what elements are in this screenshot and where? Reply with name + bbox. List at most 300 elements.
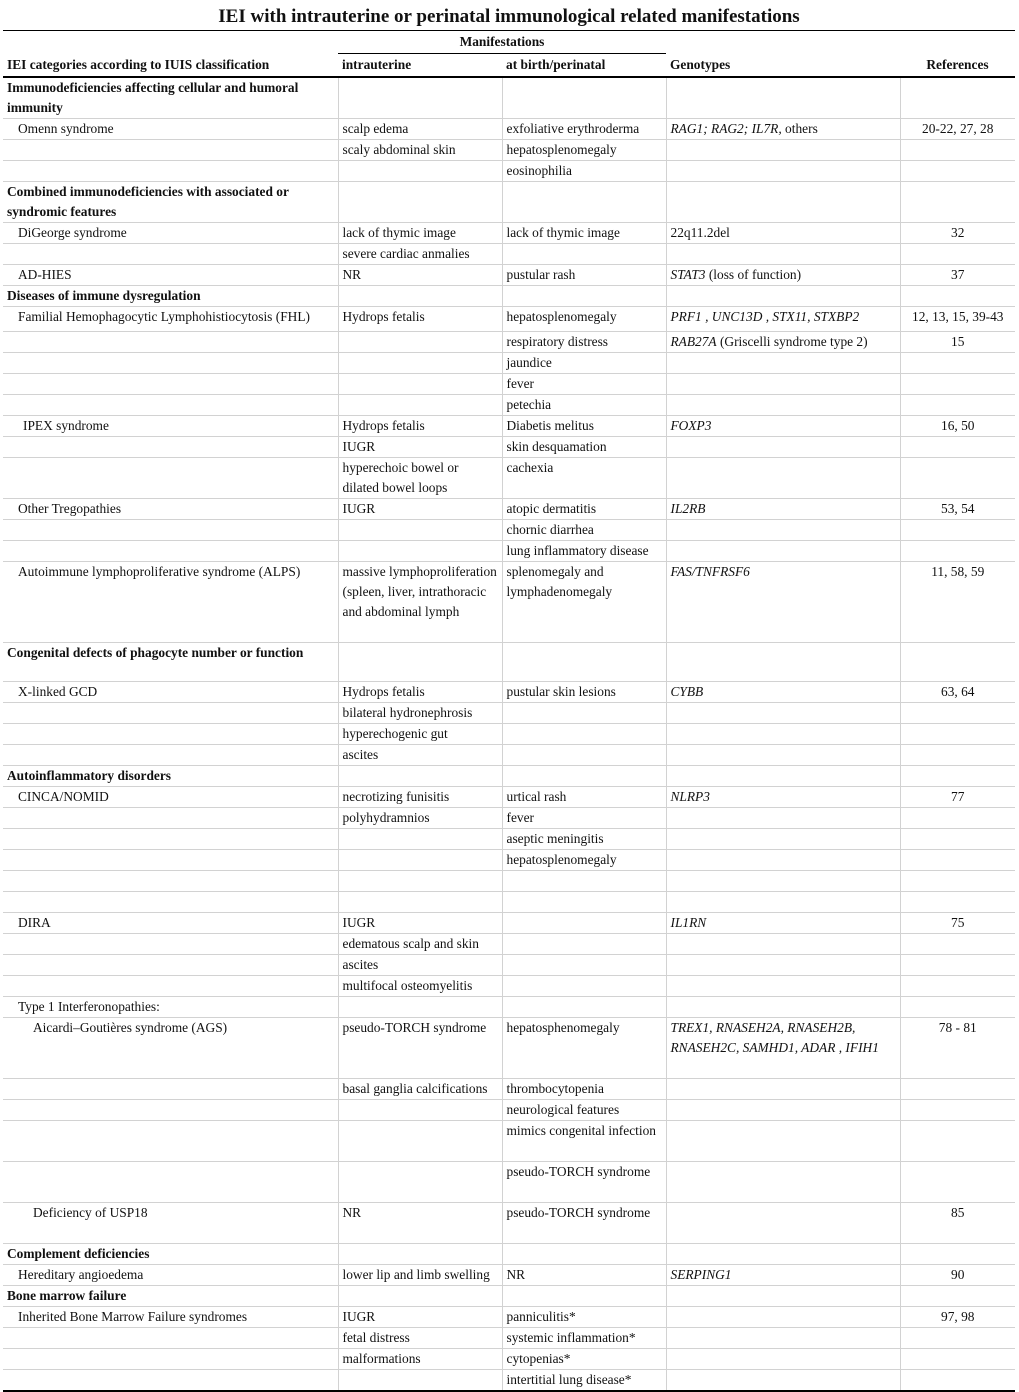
perinatal-cell (502, 244, 666, 265)
table-row (3, 353, 1015, 374)
header-spacer (900, 31, 1015, 54)
intrauterine-cell (338, 161, 502, 182)
table-row (3, 332, 1015, 353)
table-row (3, 307, 1015, 332)
reference-cell (900, 1328, 1015, 1349)
genotype-cell (666, 1121, 900, 1162)
perinatal-cell: petechia (502, 395, 666, 416)
genotype-cell (666, 1307, 900, 1328)
table-row (3, 1079, 1015, 1100)
perinatal-cell: cytopenias* (502, 1349, 666, 1370)
table-row (3, 119, 1015, 140)
genotype-cell (666, 703, 900, 724)
intrauterine-cell (338, 77, 502, 119)
perinatal-cell: pseudo-TORCH syndrome (502, 1203, 666, 1244)
genotype-cell (666, 374, 900, 395)
genotype-cell (666, 1162, 900, 1203)
intrauterine-cell: Hydrops fetalis (338, 682, 502, 703)
genotype-cell (666, 682, 900, 703)
table-title: IEI with intrauterine or perinatal immunological related manifestations (3, 4, 1015, 31)
reference-cell: 11, 58, 59 (900, 562, 1015, 643)
table-row (3, 416, 1015, 437)
table-row (3, 1121, 1015, 1162)
category-name: Diseases of immune dysregulation (3, 286, 338, 307)
perinatal-cell (502, 286, 666, 307)
disease-name: Inherited Bone Marrow Failure syndromes (3, 1307, 338, 1328)
iei-table (3, 31, 1015, 1392)
genotype-cell (666, 458, 900, 499)
perinatal-cell: atopic dermatitis (502, 499, 666, 520)
intrauterine-cell (338, 1286, 502, 1307)
table-row (3, 265, 1015, 286)
intrauterine-cell: IUGR (338, 1307, 502, 1328)
table-row (3, 745, 1015, 766)
perinatal-cell (502, 182, 666, 223)
perinatal-cell (502, 703, 666, 724)
genotype-gene: FOXP3 (670, 418, 712, 433)
genotype-cell (666, 745, 900, 766)
intrauterine-cell: pseudo-TORCH syndrome (338, 1018, 502, 1079)
genotype-cell (666, 161, 900, 182)
intrauterine-cell: fetal distress (338, 1328, 502, 1349)
intrauterine-cell: hyperechoic bowel or dilated bowel loops (338, 458, 502, 499)
genotype-cell (666, 1203, 900, 1244)
disease-name (3, 934, 338, 955)
perinatal-cell (502, 643, 666, 682)
header-intrauterine: intrauterine (338, 54, 502, 78)
perinatal-cell: intertitial lung disease* (502, 1370, 666, 1392)
perinatal-cell (502, 1286, 666, 1307)
perinatal-cell (502, 871, 666, 892)
genotype-cell (666, 1349, 900, 1370)
disease-name (3, 395, 338, 416)
genotype-gene: CYBB (670, 684, 704, 699)
table-row (3, 395, 1015, 416)
perinatal-cell (502, 934, 666, 955)
genotype-gene: FAS/TNFRSF6 (670, 564, 750, 579)
table-sheet (3, 4, 1015, 1392)
intrauterine-cell: lack of thymic image (338, 223, 502, 244)
genotype-cell (666, 265, 900, 286)
reference-cell (900, 766, 1015, 787)
disease-name (3, 1100, 338, 1121)
category-name: Combined immunodeficiencies with associated or syndromic features (3, 182, 338, 223)
disease-name (3, 1370, 338, 1392)
reference-cell (900, 1079, 1015, 1100)
intrauterine-cell: necrotizing funisitis (338, 787, 502, 808)
genotype-cell (666, 286, 900, 307)
perinatal-cell (502, 892, 666, 913)
reference-cell: 78 - 81 (900, 1018, 1015, 1079)
genotype-cell (666, 182, 900, 223)
disease-name (3, 724, 338, 745)
genotype-cell (666, 808, 900, 829)
category-row (3, 182, 1015, 223)
reference-cell (900, 437, 1015, 458)
perinatal-cell: panniculitis* (502, 1307, 666, 1328)
reference-cell: 16, 50 (900, 416, 1015, 437)
intrauterine-cell: hyperechogenic gut (338, 724, 502, 745)
table-body (3, 77, 1015, 1391)
perinatal-cell: eosinophilia (502, 161, 666, 182)
perinatal-cell (502, 745, 666, 766)
table-row (3, 934, 1015, 955)
disease-name (3, 808, 338, 829)
perinatal-cell: pustular skin lesions (502, 682, 666, 703)
perinatal-cell: pseudo-TORCH syndrome (502, 1162, 666, 1203)
reference-cell (900, 1370, 1015, 1392)
genotype-cell (666, 1100, 900, 1121)
perinatal-cell (502, 766, 666, 787)
genotype-note: (loss of function) (705, 267, 802, 282)
genotype-cell (666, 1018, 900, 1079)
intrauterine-cell: Hydrops fetalis (338, 416, 502, 437)
genotype-cell (666, 353, 900, 374)
disease-name: IPEX syndrome (3, 416, 338, 437)
genotype-gene: IL2RB (670, 501, 706, 516)
reference-cell (900, 724, 1015, 745)
reference-cell: 77 (900, 787, 1015, 808)
table-row (3, 892, 1015, 913)
genotype-cell (666, 955, 900, 976)
table-row (3, 1018, 1015, 1079)
disease-name: Hereditary angioedema (3, 1265, 338, 1286)
intrauterine-cell: ascites (338, 955, 502, 976)
genotype-cell (666, 913, 900, 934)
intrauterine-cell: severe cardiac anmalies (338, 244, 502, 265)
genotype-cell (666, 499, 900, 520)
reference-cell (900, 1349, 1015, 1370)
perinatal-cell (502, 1244, 666, 1265)
perinatal-cell: lung inflammatory disease (502, 541, 666, 562)
disease-name (3, 520, 338, 541)
perinatal-cell: hepatosplenomegaly (502, 140, 666, 161)
table-row (3, 808, 1015, 829)
genotype-cell (666, 140, 900, 161)
perinatal-cell: mimics congenital infection (502, 1121, 666, 1162)
table-row (3, 997, 1015, 1018)
intrauterine-cell (338, 353, 502, 374)
reference-cell (900, 703, 1015, 724)
disease-name: Omenn syndrome (3, 119, 338, 140)
perinatal-cell: exfoliative erythroderma (502, 119, 666, 140)
perinatal-cell: aseptic meningitis (502, 829, 666, 850)
genotype-cell (666, 850, 900, 871)
header-spacer (3, 31, 338, 54)
disease-name (3, 332, 338, 353)
reference-cell (900, 871, 1015, 892)
reference-cell (900, 353, 1015, 374)
table-row (3, 1162, 1015, 1203)
genotype-cell (666, 437, 900, 458)
genotype-cell (666, 1079, 900, 1100)
reference-cell (900, 458, 1015, 499)
reference-cell (900, 1100, 1015, 1121)
disease-name: X-linked GCD (3, 682, 338, 703)
perinatal-cell (502, 955, 666, 976)
category-row (3, 643, 1015, 682)
intrauterine-cell: scaly abdominal skin (338, 140, 502, 161)
genotype-cell (666, 332, 900, 353)
disease-name: Autoimmune lymphoproliferative syndrome (ALPS) (3, 562, 338, 643)
reference-cell (900, 1162, 1015, 1203)
reference-cell (900, 955, 1015, 976)
category-name: Autoinflammatory disorders (3, 766, 338, 787)
disease-name: Aicardi–Goutières syndrome (AGS) (3, 1018, 338, 1079)
intrauterine-cell: NR (338, 265, 502, 286)
reference-cell: 63, 64 (900, 682, 1015, 703)
category-row (3, 1244, 1015, 1265)
reference-cell (900, 140, 1015, 161)
intrauterine-cell (338, 182, 502, 223)
disease-name (3, 541, 338, 562)
intrauterine-cell: multifocal osteomyelitis (338, 976, 502, 997)
table-row (3, 161, 1015, 182)
intrauterine-cell (338, 332, 502, 353)
intrauterine-cell: bilateral hydronephrosis (338, 703, 502, 724)
genotype-gene: RAB27A (670, 334, 717, 349)
perinatal-cell: chornic diarrhea (502, 520, 666, 541)
reference-cell (900, 976, 1015, 997)
table-row (3, 244, 1015, 265)
table-row (3, 562, 1015, 643)
table-row (3, 1370, 1015, 1392)
intrauterine-cell (338, 643, 502, 682)
reference-cell (900, 934, 1015, 955)
reference-cell (900, 286, 1015, 307)
perinatal-cell (502, 913, 666, 934)
table-row (3, 724, 1015, 745)
disease-name: Other Tregopathies (3, 499, 338, 520)
disease-name (3, 353, 338, 374)
perinatal-cell: skin desquamation (502, 437, 666, 458)
intrauterine-cell: IUGR (338, 913, 502, 934)
header-row (3, 54, 1015, 78)
header-group-row (3, 31, 1015, 54)
genotype-gene: PRF1 , UNC13D , STX11, STXBP2 (670, 309, 860, 324)
genotype-cell (666, 829, 900, 850)
genotype-cell (666, 871, 900, 892)
header-genotypes: Genotypes (666, 54, 900, 78)
reference-cell (900, 541, 1015, 562)
disease-name (3, 1121, 338, 1162)
intrauterine-cell: polyhydramnios (338, 808, 502, 829)
genotype-cell (666, 1265, 900, 1286)
genotype-cell (666, 223, 900, 244)
table-row (3, 787, 1015, 808)
perinatal-cell: hepatosplenomegaly (502, 850, 666, 871)
reference-cell (900, 395, 1015, 416)
reference-cell (900, 1121, 1015, 1162)
intrauterine-cell: Hydrops fetalis (338, 307, 502, 332)
reference-cell (900, 745, 1015, 766)
perinatal-cell (502, 997, 666, 1018)
genotype-cell (666, 787, 900, 808)
disease-name (3, 745, 338, 766)
reference-cell (900, 892, 1015, 913)
table-row (3, 1203, 1015, 1244)
header-manifestations: Manifestations (338, 31, 666, 54)
intrauterine-cell: IUGR (338, 499, 502, 520)
disease-name: DiGeorge syndrome (3, 223, 338, 244)
disease-name: Type 1 Interferonopathies: (3, 997, 338, 1018)
disease-name: Deficiency of USP18 (3, 1203, 338, 1244)
reference-cell (900, 161, 1015, 182)
reference-cell: 32 (900, 223, 1015, 244)
intrauterine-cell (338, 829, 502, 850)
reference-cell: 15 (900, 332, 1015, 353)
reference-cell: 85 (900, 1203, 1015, 1244)
disease-name (3, 374, 338, 395)
intrauterine-cell (338, 997, 502, 1018)
perinatal-cell: cachexia (502, 458, 666, 499)
category-name: Congenital defects of phagocyte number or function (3, 643, 338, 682)
table-row (3, 682, 1015, 703)
table-row (3, 541, 1015, 562)
reference-cell (900, 182, 1015, 223)
header-category: IEI categories according to IUIS classification (3, 54, 338, 78)
genotype-cell (666, 119, 900, 140)
table-row (3, 374, 1015, 395)
intrauterine-cell (338, 1121, 502, 1162)
table-row (3, 1349, 1015, 1370)
genotype-cell (666, 77, 900, 119)
disease-name (3, 458, 338, 499)
reference-cell: 53, 54 (900, 499, 1015, 520)
intrauterine-cell: scalp edema (338, 119, 502, 140)
reference-cell (900, 808, 1015, 829)
genotype-gene: STAT3 (670, 267, 706, 282)
genotype-cell (666, 1328, 900, 1349)
table-row (3, 871, 1015, 892)
header-references: References (900, 54, 1015, 78)
intrauterine-cell: ascites (338, 745, 502, 766)
perinatal-cell: fever (502, 808, 666, 829)
genotype-gene: SERPING1 (670, 1267, 732, 1282)
intrauterine-cell (338, 541, 502, 562)
reference-cell (900, 850, 1015, 871)
reference-cell: 20-22, 27, 28 (900, 119, 1015, 140)
reference-cell: 75 (900, 913, 1015, 934)
reference-cell (900, 997, 1015, 1018)
table-row (3, 976, 1015, 997)
table-row (3, 499, 1015, 520)
table-row (3, 520, 1015, 541)
category-name: Bone marrow failure (3, 1286, 338, 1307)
intrauterine-cell (338, 871, 502, 892)
disease-name (3, 244, 338, 265)
disease-name: DIRA (3, 913, 338, 934)
reference-cell (900, 244, 1015, 265)
disease-name: AD-HIES (3, 265, 338, 286)
intrauterine-cell (338, 395, 502, 416)
disease-name (3, 976, 338, 997)
perinatal-cell: jaundice (502, 353, 666, 374)
disease-name (3, 871, 338, 892)
perinatal-cell (502, 77, 666, 119)
category-row (3, 766, 1015, 787)
disease-name (3, 1079, 338, 1100)
genotype-cell (666, 562, 900, 643)
intrauterine-cell (338, 1370, 502, 1392)
intrauterine-cell (338, 850, 502, 871)
perinatal-cell: fever (502, 374, 666, 395)
genotype-cell (666, 244, 900, 265)
perinatal-cell: thrombocytopenia (502, 1079, 666, 1100)
intrauterine-cell (338, 766, 502, 787)
genotype-cell (666, 643, 900, 682)
disease-name (3, 161, 338, 182)
table-row (3, 703, 1015, 724)
table-row (3, 829, 1015, 850)
table-row (3, 140, 1015, 161)
perinatal-cell: neurological features (502, 1100, 666, 1121)
perinatal-cell: urtical rash (502, 787, 666, 808)
genotype-cell (666, 541, 900, 562)
table-row (3, 458, 1015, 499)
genotype-cell (666, 934, 900, 955)
perinatal-cell: systemic inflammation* (502, 1328, 666, 1349)
table-row (3, 955, 1015, 976)
disease-name (3, 140, 338, 161)
table-row (3, 1307, 1015, 1328)
reference-cell: 12, 13, 15, 39-43 (900, 307, 1015, 332)
perinatal-cell: NR (502, 1265, 666, 1286)
category-row (3, 286, 1015, 307)
reference-cell (900, 374, 1015, 395)
genotype-cell (666, 1370, 900, 1392)
disease-name (3, 892, 338, 913)
disease-name (3, 1328, 338, 1349)
perinatal-cell: hepatosphenomegaly (502, 1018, 666, 1079)
disease-name (3, 437, 338, 458)
disease-name: Familial Hemophagocytic Lymphohistiocytosis (FHL) (3, 307, 338, 332)
perinatal-cell (502, 976, 666, 997)
intrauterine-cell (338, 520, 502, 541)
genotype-cell (666, 416, 900, 437)
genotype-cell (666, 766, 900, 787)
intrauterine-cell (338, 1162, 502, 1203)
genotype-cell (666, 395, 900, 416)
perinatal-cell: splenomegaly and lymphadenomegaly (502, 562, 666, 643)
disease-name: CINCA/NOMID (3, 787, 338, 808)
reference-cell: 90 (900, 1265, 1015, 1286)
genotype-note: others (781, 121, 818, 136)
reference-cell: 97, 98 (900, 1307, 1015, 1328)
disease-name (3, 1162, 338, 1203)
perinatal-cell: lack of thymic image (502, 223, 666, 244)
perinatal-cell: pustular rash (502, 265, 666, 286)
disease-name (3, 955, 338, 976)
intrauterine-cell: NR (338, 1203, 502, 1244)
header-perinatal: at birth/perinatal (502, 54, 666, 78)
genotype-cell (666, 1244, 900, 1265)
reference-cell (900, 1286, 1015, 1307)
intrauterine-cell: massive lymphoproliferation (spleen, liver, intrathoracic and abdominal lymph (338, 562, 502, 643)
perinatal-cell: respiratory distress (502, 332, 666, 353)
category-row (3, 77, 1015, 119)
disease-name (3, 829, 338, 850)
table-row (3, 223, 1015, 244)
table-row (3, 913, 1015, 934)
genotype-cell (666, 520, 900, 541)
reference-cell (900, 520, 1015, 541)
table-row (3, 1328, 1015, 1349)
genotype-cell (666, 976, 900, 997)
genotype-cell (666, 1286, 900, 1307)
genotype-gene: RAG1; RAG2; IL7R, (670, 121, 782, 136)
genotype-cell (666, 724, 900, 745)
